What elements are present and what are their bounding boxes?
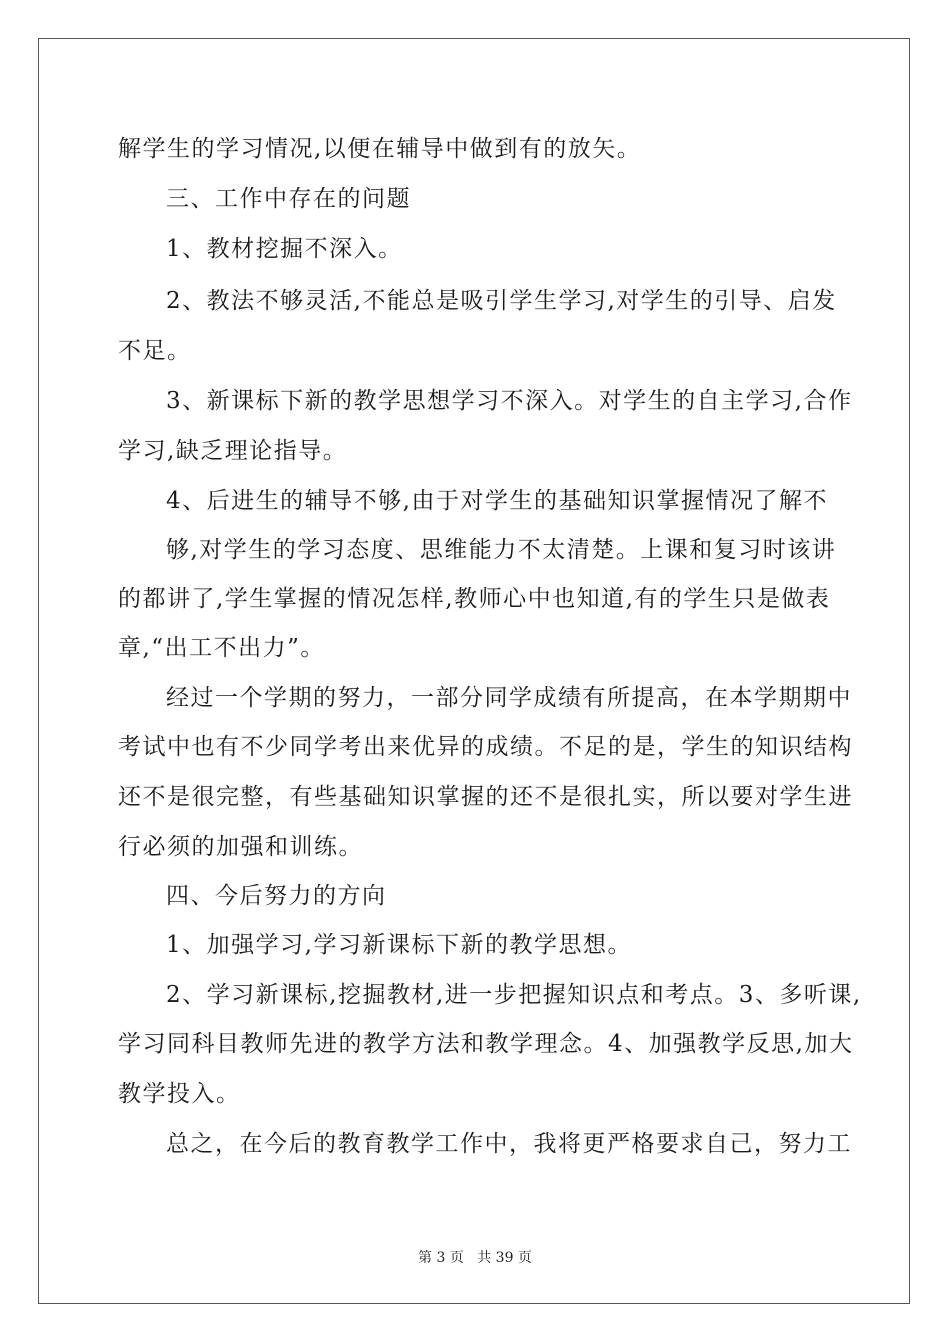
text-line: 还不是很完整，有些基础知识掌握的还不是很扎实，所以要对学生进 bbox=[118, 784, 853, 810]
text-line: 总之，在今后的教育教学工作中，我将更严格要求自己，努力工 bbox=[166, 1131, 852, 1157]
text-line: 的都讲了,学生掌握的情况怎样,教师心中也知道,有的学生只是做表 bbox=[118, 586, 831, 612]
text-line: 2、学习新课标,挖掘教材,进一步把握知识点和考点。3、多听课, bbox=[166, 982, 862, 1008]
text-line: 教学投入。 bbox=[118, 1081, 241, 1107]
page-footer bbox=[0, 1247, 950, 1267]
text-line: 不足。 bbox=[118, 338, 192, 364]
text-line: 章,“出工不出力”。 bbox=[118, 635, 325, 661]
text-line: 经过一个学期的努力，一部分同学成绩有所提高，在本学期期中 bbox=[166, 685, 852, 711]
text-line: 4、后进生的辅导不够,由于对学生的基础知识掌握情况了解不 bbox=[166, 488, 828, 514]
text-line: 够,对学生的学习态度、思维能力不太清楚。上课和复习时该讲 bbox=[166, 537, 837, 563]
text-line: 学习同科目教师先进的教学方法和教学理念。4、加强教学反思,加大 bbox=[118, 1031, 854, 1057]
section-heading: 四、今后努力的方向 bbox=[166, 883, 387, 909]
text-line: 考试中也有不少同学考出来优异的成绩。不足的是，学生的知识结构 bbox=[118, 734, 853, 760]
text-line: 解学生的学习情况,以便在辅导中做到有的放矢。 bbox=[118, 136, 642, 162]
text-line: 行必须的加强和训练。 bbox=[118, 834, 363, 860]
text-line: 2、教法不够灵活,不能总是吸引学生学习,对学生的引导、启发 bbox=[166, 288, 837, 314]
text-line: 1、加强学习,学习新课标下新的教学思想。 bbox=[166, 932, 632, 958]
text-line: 3、新课标下新的教学思想学习不深入。对学生的自主学习,合作 bbox=[166, 388, 853, 414]
total-pages: 共 39 页 bbox=[477, 1250, 532, 1266]
page-number: 第 3 页 bbox=[418, 1250, 464, 1266]
text-line: 1、教材挖掘不深入。 bbox=[166, 236, 403, 262]
text-line: 学习,缺乏理论指导。 bbox=[118, 438, 348, 464]
section-heading: 三、工作中存在的问题 bbox=[166, 186, 411, 212]
